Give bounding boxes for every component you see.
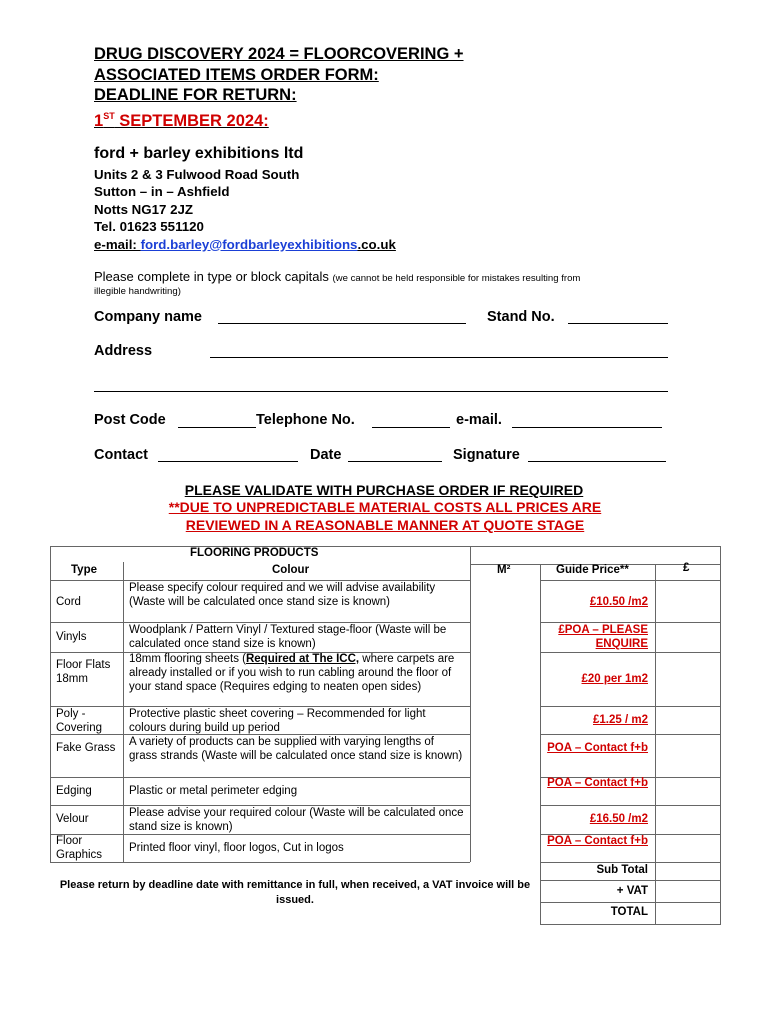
post-code-label: Post Code	[94, 412, 166, 428]
row-type-cord: Cord	[56, 596, 81, 608]
signature-label: Signature	[453, 447, 520, 463]
row-desc-floor-flats: 18mm flooring sheets (Required at The ICC, where carpets are already installed or if you wish to run cabling around the floor of your stand space (Requires edging to neaten open sides)	[129, 653, 455, 693]
col-price-header: Guide Price**	[556, 564, 629, 576]
row-desc-floor-graphics: Printed floor vinyl, floor logos, Cut in logos	[129, 842, 344, 854]
telephone: Tel. 01623 551120	[94, 219, 204, 235]
col-pound-header: £	[683, 562, 690, 574]
total-label: TOTAL	[610, 906, 648, 918]
row-desc-velour: Please advise your required colour (Waste will be calculated once stand size is known)	[129, 807, 464, 833]
row-price-edging: POA – Contact f+b	[547, 777, 648, 789]
sub-total-label: Sub Total	[596, 864, 648, 876]
row-type-vinyls: Vinyls	[56, 631, 87, 643]
row-price-poly-covering: £1.25 / m2	[593, 714, 648, 726]
return-note: Please return by deadline date with remittance in full, when received, a VAT invoice will be issued.	[59, 879, 531, 906]
row-type-velour: Velour	[56, 813, 89, 825]
vat-label: + VAT	[616, 885, 648, 897]
email-link[interactable]: ford.barley@fordbarleyexhibitions	[140, 236, 358, 252]
contact-field[interactable]	[158, 461, 298, 462]
contact-label: Contact	[94, 447, 148, 463]
email-label: e-mail.	[456, 412, 502, 428]
row-type-floor-flats: Floor Flats 18mm	[56, 659, 111, 685]
row-price-fake-grass: POA – Contact f+b	[547, 742, 648, 754]
row-desc-fake-grass: A variety of products can be supplied with varying lengths of grass strands (Waste will be calculated once stand size is known)	[129, 736, 463, 762]
company-name-field[interactable]	[218, 323, 466, 324]
address-field-1[interactable]	[210, 357, 668, 358]
stand-no-label: Stand No.	[487, 309, 555, 325]
row-type-edging: Edging	[56, 785, 92, 797]
row-type-poly-covering: Poly - Covering	[56, 708, 103, 734]
row-price-cord: £10.50 /m2	[589, 596, 648, 608]
title-line-1: DRUG DISCOVERY 2024 = FLOORCOVERING +	[94, 45, 464, 63]
row-price-floor-graphics: POA – Contact f+b	[547, 835, 648, 847]
company-name: ford + barley exhibitions ltd	[94, 145, 304, 162]
email-line: e-mail: ford.barley@fordbarleyexhibitions.co.uk	[94, 236, 396, 252]
validate-notice: PLEASE VALIDATE WITH PURCHASE ORDER IF REQUIRED	[184, 482, 584, 498]
address-line-2: Sutton – in – Ashfield	[94, 184, 230, 200]
row-type-floor-graphics: Floor Graphics	[56, 835, 103, 861]
material-notice-line-2: REVIEWED IN A REASONABLE MANNER AT QUOTE STAGE	[185, 517, 585, 533]
row-desc-cord: Please specify colour required and we will advise availability (Waste will be calculated once stand size is known)	[129, 582, 436, 608]
col-m2-header: M²	[497, 564, 511, 576]
section-title: FLOORING PRODUCTS	[190, 547, 319, 559]
telephone-label: Telephone No.	[256, 412, 355, 428]
row-price-velour: £16.50 /m2	[589, 813, 648, 825]
deadline-date: 1ST SEPTEMBER 2024:	[94, 110, 269, 130]
title-line-2: ASSOCIATED ITEMS ORDER FORM:	[94, 65, 379, 84]
date-field[interactable]	[348, 461, 442, 462]
signature-field[interactable]	[528, 461, 666, 462]
row-price-floor-flats: £20 per 1m2	[581, 673, 648, 685]
address-line-3: Notts NG17 2JZ	[94, 201, 194, 217]
form-title	[94, 44, 464, 131]
row-desc-poly-covering: Protective plastic sheet covering – Recommended for light colours during build up period	[129, 708, 426, 734]
post-code-field[interactable]	[178, 427, 256, 428]
stand-no-field[interactable]	[568, 323, 668, 324]
address-field-2[interactable]	[94, 391, 668, 392]
row-type-fake-grass: Fake Grass	[56, 742, 116, 754]
date-label: Date	[310, 447, 342, 463]
col-type-header: Type	[71, 564, 97, 576]
col-colour-header: Colour	[272, 564, 310, 576]
row-desc-vinyls: Woodplank / Pattern Vinyl / Textured stage-floor (Waste will be calculated once stand size is known)	[129, 624, 447, 650]
row-desc-edging: Plastic or metal perimeter edging	[129, 785, 298, 797]
email-field[interactable]	[512, 427, 662, 428]
address-label: Address	[94, 343, 153, 359]
title-line-3: DEADLINE FOR RETURN:	[94, 86, 297, 104]
material-notice-line-1: **DUE TO UNPREDICTABLE MATERIAL COSTS ALL PRICES ARE	[168, 499, 602, 515]
company-address	[94, 166, 396, 253]
company-name-label: Company name	[94, 309, 202, 325]
row-price-vinyls: £POA – PLEASE ENQUIRE	[558, 624, 648, 650]
address-line-1: Units 2 & 3 Fulwood Road South	[94, 167, 300, 182]
telephone-field[interactable]	[372, 427, 450, 428]
instructions: Please complete in type or block capitals (we cannot be held responsible for mistakes resulting from	[94, 269, 581, 284]
instructions-continued: illegible handwriting)	[94, 286, 181, 297]
